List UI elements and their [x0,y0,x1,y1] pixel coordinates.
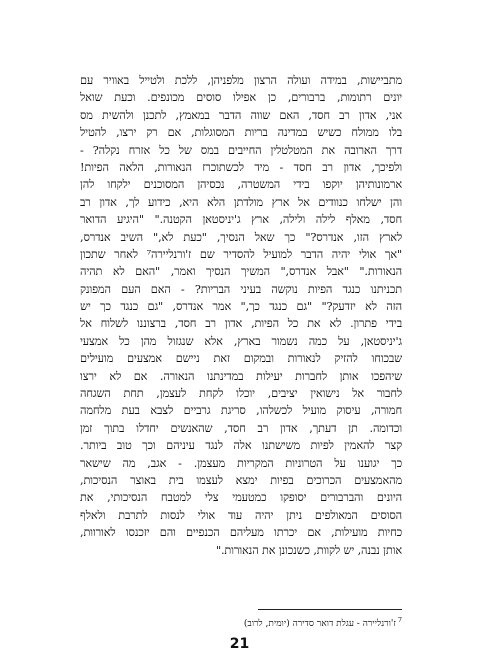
page-number: 21 [229,636,250,652]
body-line: תכניתנו כנגד הפיות נוקשה בעיני הבריות? - האם העם המפונק [80,282,402,296]
footnote [244,614,402,630]
body-line: הסוסים המאולפים ניתן יהיה עוד אולי לנסות לתרבת ולאלף [80,508,402,522]
body-line: אותן נבנה, יש לקוות, כשנכונן את הנאורות." [215,543,402,557]
body-line: חסד, מאלף לילה ולילה, ארץ ג'יניסטאן הקטנה." "היגיע הדואר [80,213,402,227]
body-line: מהאמצעים הכרוכים בפיות ימצא לעצמו בית באוצר הנסיכות, [80,473,402,487]
body-line: שבכוחו להזיק לנאורות ובמקום זאת ניישם אמצעים מועילים [80,352,402,366]
body-line: מתביישות, במידה ועולה הרצון מלפניהן, ללכת ולטייל באוויר עם [80,74,402,87]
body-line: הנאורות." "אבל אנדרס," המשיך הנסיך ואמר, "האם לא תהיה [80,265,402,279]
body-line: דרך הארובה את המטלטלין החייבים במס של כל אזרח נקלה? - [80,143,402,157]
body-line: אני, אדון רב חסד, האם שווה הדבר במאמץ, לתכנן ולהשית מס [80,108,402,122]
body-line: "אך אולי יהיה הדבר למועיל להסדיר שם ז'ורנליירה⁷ לאחר שתכון [80,247,402,261]
body-line: וכדומה. תן דעתך, אדון רב חסד, שהאנשים יחדלו בתוך זמן [80,421,402,435]
body-line: לחבור אל נישואין יציבים, יוכלו לקחת לעצמן, תחת השגחה [80,387,402,401]
body-line: כך יגוענו על הטרוניות המקריות מעצמן. - אגב, מה שישאר [80,456,402,470]
body-line: חמורה, עיסוק מועיל לכשלהו, סריגת גרביים לצבא בעת מלחמה [80,404,402,418]
body-line: ארמונותיהן יוקפו בידי המשטרה, נכסיהן המסוכנים ילקחו להן [80,178,402,192]
body-line: היונים והברבורים יסופקו כמטעמי צלי למטבח הנסיכותי, את [80,491,402,505]
body-line: ולפיכך, אדון רב חסד - מיד לכשתוכרז הנאורות, הלאה הפיות! [80,160,402,174]
footnote-divider [258,609,402,610]
body-text [80,72,402,559]
body-line: בידי פתרון. לא את כל הפיות, אדון רב חסד, ברצוננו לשלוח אל [80,317,402,331]
footnote-mark: 7 [397,616,402,624]
body-line: קצר להאמין לפיות משישתנו אלה לנגד עיניהם וכך טוב ביותר. [80,439,402,453]
body-line: יונים רתומות, ברבורים, כן אפילו סוסים מכונפים. וכעת שואל [80,91,402,105]
body-line: הזה לא יזדעק?" "גם כנגד כך," אמר אנדרס, "גם כנגד כך יש [80,300,402,314]
body-line: לארץ הזו, אנדרס?" כך שאל הנסיך, "כעת לא," השיב אנדרס, [80,230,402,244]
footnote-text: ז'ורנליירה - עגלת דואר סדירה (יומית, לרוב) [243,619,396,629]
body-line: בלו ממולח כשיש במדינה בריות המסוגלות, אם רק ירצו, להטיל [80,126,402,140]
body-line: שיהפכו אותן לחברות יעילות במדינתנו הנאורה. אם לא ירצו [80,369,402,383]
body-line: ג'יניסטאן, על כמה נשמור בארץ, אלא שנגזול מהן כל אמצעי [80,334,402,348]
body-line: כחיות מועילות, אם יכרתו מעליהם הכנפיים והם יזכנסו לאורוות, [80,526,402,540]
body-line: והן ישלחו כנוודים אל ארץ מולדתן הלא היא, כידוע לך, אדון רב [80,195,402,209]
